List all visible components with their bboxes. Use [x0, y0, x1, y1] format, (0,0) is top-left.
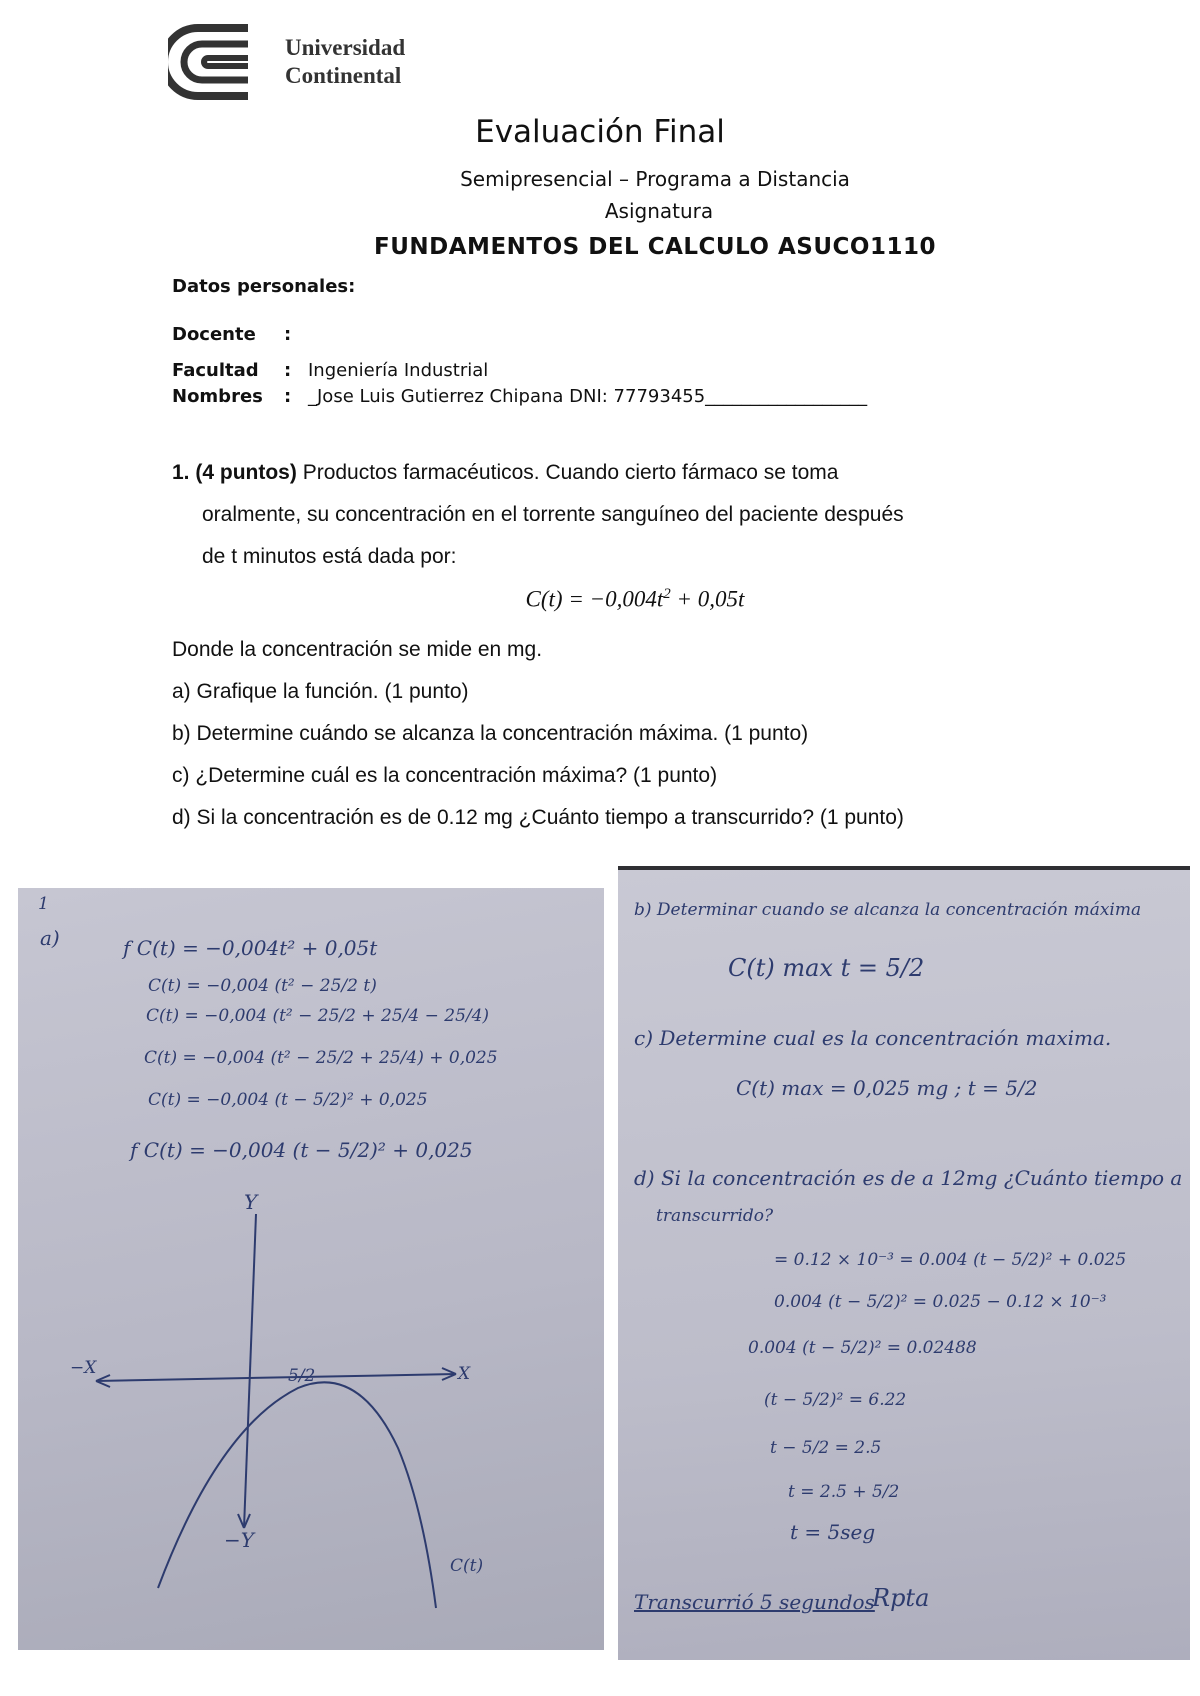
graph-parabola — [158, 1382, 436, 1608]
page-subtitle: Semipresencial – Programa a Distancia — [460, 167, 850, 191]
question-points: (4 puntos) — [195, 461, 297, 484]
graph-x-label: X — [458, 1364, 471, 1384]
hw-b-answer: C(t) max t = 5/2 — [728, 954, 925, 982]
formula-tail: + 0,05t — [670, 586, 745, 612]
field-colon: : — [284, 386, 292, 407]
graph-neg-y-label: −Y — [224, 1528, 254, 1552]
hw-answer-tag: Rpta — [872, 1584, 930, 1612]
hw-d-line1: = 0.12 × 10⁻³ = 0.004 (t − 5/2)² + 0.025 — [774, 1250, 1127, 1270]
question-1 — [172, 452, 1032, 578]
formula-main: C(t) = −0,004t — [525, 586, 664, 612]
graph-y-label: Y — [244, 1190, 258, 1214]
concentration-formula — [0, 586, 1200, 613]
hw-left-line2: C(t) = −0,004 (t² − 25/2 t) — [148, 976, 377, 996]
handwritten-photo-right — [618, 870, 1190, 1660]
hw-d-line2: 0.004 (t − 5/2)² = 0.025 − 0.12 × 10⁻³ — [774, 1292, 1107, 1312]
graph-curve-label: C(t) — [450, 1556, 484, 1576]
university-name-line1: Universidad — [285, 35, 406, 60]
personal-data-heading: Datos personales: — [172, 276, 356, 297]
hw-left-line1: f C(t) = −0,004t² + 0,05t — [123, 936, 378, 960]
hw-left-line3: C(t) = −0,004 (t² − 25/2 + 25/4 − 25/4) — [146, 1006, 490, 1026]
hw-left-line4: C(t) = −0,004 (t² − 25/2 + 25/4) + 0,025 — [144, 1048, 498, 1068]
docente-row — [172, 324, 308, 345]
hw-d-line3: 0.004 (t − 5/2)² = 0.02488 — [748, 1338, 977, 1358]
graph-vertex-label: 5/2 — [288, 1366, 316, 1386]
question-statement-2: oralmente, su concentración en el torrente sanguíneo del paciente después — [202, 503, 904, 526]
graph-y-axis — [244, 1214, 256, 1528]
facultad-label: Facultad — [172, 360, 259, 381]
part-d: d) Si la concentración es de 0.12 mg ¿Cuánto tiempo a transcurrido? (1 punto) — [172, 806, 904, 829]
hw-d-line4: (t − 5/2)² = 6.22 — [764, 1390, 907, 1410]
facultad-row — [172, 360, 488, 381]
nombres-value: _Jose Luis Gutierrez Chipana DNI: 77793455__________________ — [308, 386, 868, 407]
question-statement-1: Productos farmacéuticos. Cuando cierto fármaco se toma — [302, 461, 839, 484]
hw-d-line6: t = 2.5 + 5/2 — [788, 1482, 900, 1502]
hw-d-line5: t − 5/2 = 2.5 — [770, 1438, 882, 1458]
graph-neg-x-label: −X — [70, 1358, 97, 1378]
part-c: c) ¿Determine cuál es la concentración máxima? (1 punto) — [172, 764, 718, 787]
facultad-value: Ingeniería Industrial — [308, 360, 489, 381]
hw-d-line7: t = 5seg — [790, 1520, 876, 1544]
hw-c-answer: C(t) max = 0,025 mg ; t = 5/2 — [736, 1076, 1038, 1100]
page-title: Evaluación Final — [475, 114, 725, 150]
nombres-row — [172, 386, 867, 407]
part-a: a) Grafique la función. (1 punto) — [172, 680, 469, 703]
logo-mark — [168, 28, 248, 96]
hw-c-heading: c) Determine cual es la concentración maxima. — [634, 1026, 1112, 1050]
hw-d-heading2: transcurrido? — [656, 1206, 774, 1226]
hw-final-answer: Transcurrió 5 segundos — [634, 1590, 875, 1614]
docente-label: Docente — [172, 324, 256, 345]
hw-b-heading: b) Determinar cuando se alcanza la concentración máxima — [634, 900, 1142, 920]
graph-x-axis — [96, 1374, 456, 1381]
hw-left-line5: C(t) = −0,004 (t − 5/2)² + 0,025 — [148, 1090, 428, 1110]
hw-d-heading: d) Si la concentración es de a 12mg ¿Cuánto tiempo a — [634, 1166, 1183, 1190]
question-statement-3: de t minutos está dada por: — [202, 545, 457, 568]
formula-exponent: 2 — [663, 586, 671, 602]
hw-label-a: a) — [40, 926, 60, 950]
field-colon: : — [284, 324, 292, 345]
hand-drawn-graph — [18, 888, 604, 1650]
course-title: FUNDAMENTOS DEL CALCULO ASUCO1110 — [374, 234, 936, 260]
question-number: 1. — [172, 461, 190, 484]
part-b: b) Determine cuándo se alcanza la concentración máxima. (1 punto) — [172, 722, 809, 745]
nombres-label: Nombres — [172, 386, 263, 407]
university-name-line2: Continental — [285, 63, 402, 88]
hw-page-mark: 1 — [38, 894, 49, 914]
university-name — [285, 34, 405, 90]
handwritten-photo-left — [18, 888, 604, 1650]
field-colon: : — [284, 360, 292, 381]
units-line: Donde la concentración se mide en mg. — [172, 638, 543, 661]
hw-left-line6: f C(t) = −0,004 (t − 5/2)² + 0,025 — [130, 1138, 473, 1162]
asignatura-label: Asignatura — [604, 199, 714, 223]
